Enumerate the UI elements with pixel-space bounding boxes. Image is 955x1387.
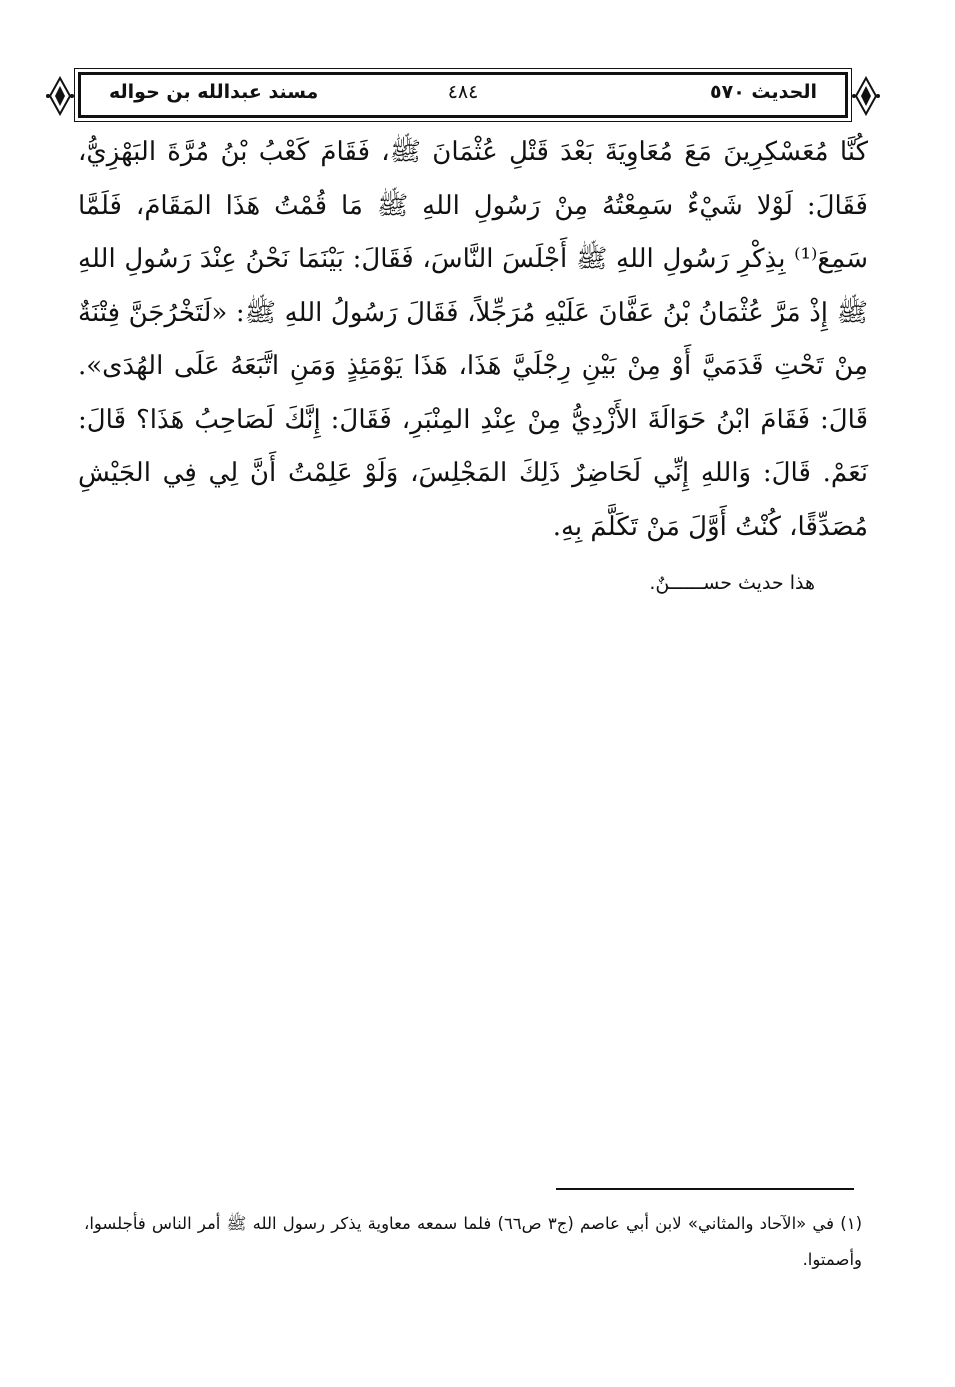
hadith-verdict: هذا حديث حســــــنٌ. [649,572,815,594]
page-header [78,72,848,118]
hadith-number: الحديث ٥٧٠ [710,81,817,103]
musnad-title: مسند عبدالله بن حواله [109,81,319,103]
ornament-right-icon [852,76,880,116]
page-number: ٤٨٤ [447,81,479,103]
ornament-left-icon [46,76,74,116]
footnote [84,1206,862,1278]
footnote-divider [556,1188,854,1190]
hadith-paragraph: كُنَّا مُعَسْكِرِينَ مَعَ مُعَاوِيَةَ بَعْدَ قَتْلِ عُثْمَانَ ﷺ، فَقَامَ كَعْبُ بْنُ مُرَّةَ البَهْزِيُّ، فَقَالَ: لَوْلا شَيْءٌ سَمِعْتُهُ مِنْ رَسُولِ اللهِ ﷺ مَا قُمْتُ هَذَا المَقَامَ، فَلَمَّا سَمِعَ⁽¹⁾ بِذِكْرِ رَسُولِ اللهِ ﷺ أَجْلَسَ النَّاسَ، فَقَالَ: بَيْنَمَا نَحْنُ عِنْدَ رَسُولِ اللهِ ﷺ إِذْ مَرَّ عُثْمَانُ بْنُ عَفَّانَ عَلَيْهِ مُرَجِّلاً، فَقَالَ رَسُولُ اللهِ ﷺ: «لَتَخْرُجَنَّ فِتْنَةٌ مِنْ تَحْتِ قَدَمَيَّ أَوْ مِنْ بَيْنِ رِجْلَيَّ هَذَا، هَذَا يَوْمَئِذٍ وَمَنِ اتَّبَعَهُ عَلَى الهُدَى». قَالَ: فَقَامَ ابْنُ حَوَالَةَ الأَزْدِيُّ مِنْ عِنْدِ المِنْبَرِ، فَقَالَ: إِنَّكَ لَصَاحِبُ هَذَا؟ قَالَ: نَعَمْ. قَالَ: وَاللهِ إِنِّي لَحَاضِرٌ ذَلِكَ المَجْلِسَ، وَلَوْ عَلِمْتُ أَنَّ لِي فِي الجَيْشِ مُصَدِّقًا، كُنْتُ أَوَّلَ مَنْ تَكَلَّمَ بِهِ. [78,137,868,542]
hadith-text [78,126,868,554]
footnote-text: (١) في «الآحاد والمثاني» لابن أبي عاصم (ج٣ ص٦٦) فلما سمعه معاوية يذكر رسول الله ﷺ أمر الناس فأجلسوا، وأصمتوا. [84,1214,863,1269]
